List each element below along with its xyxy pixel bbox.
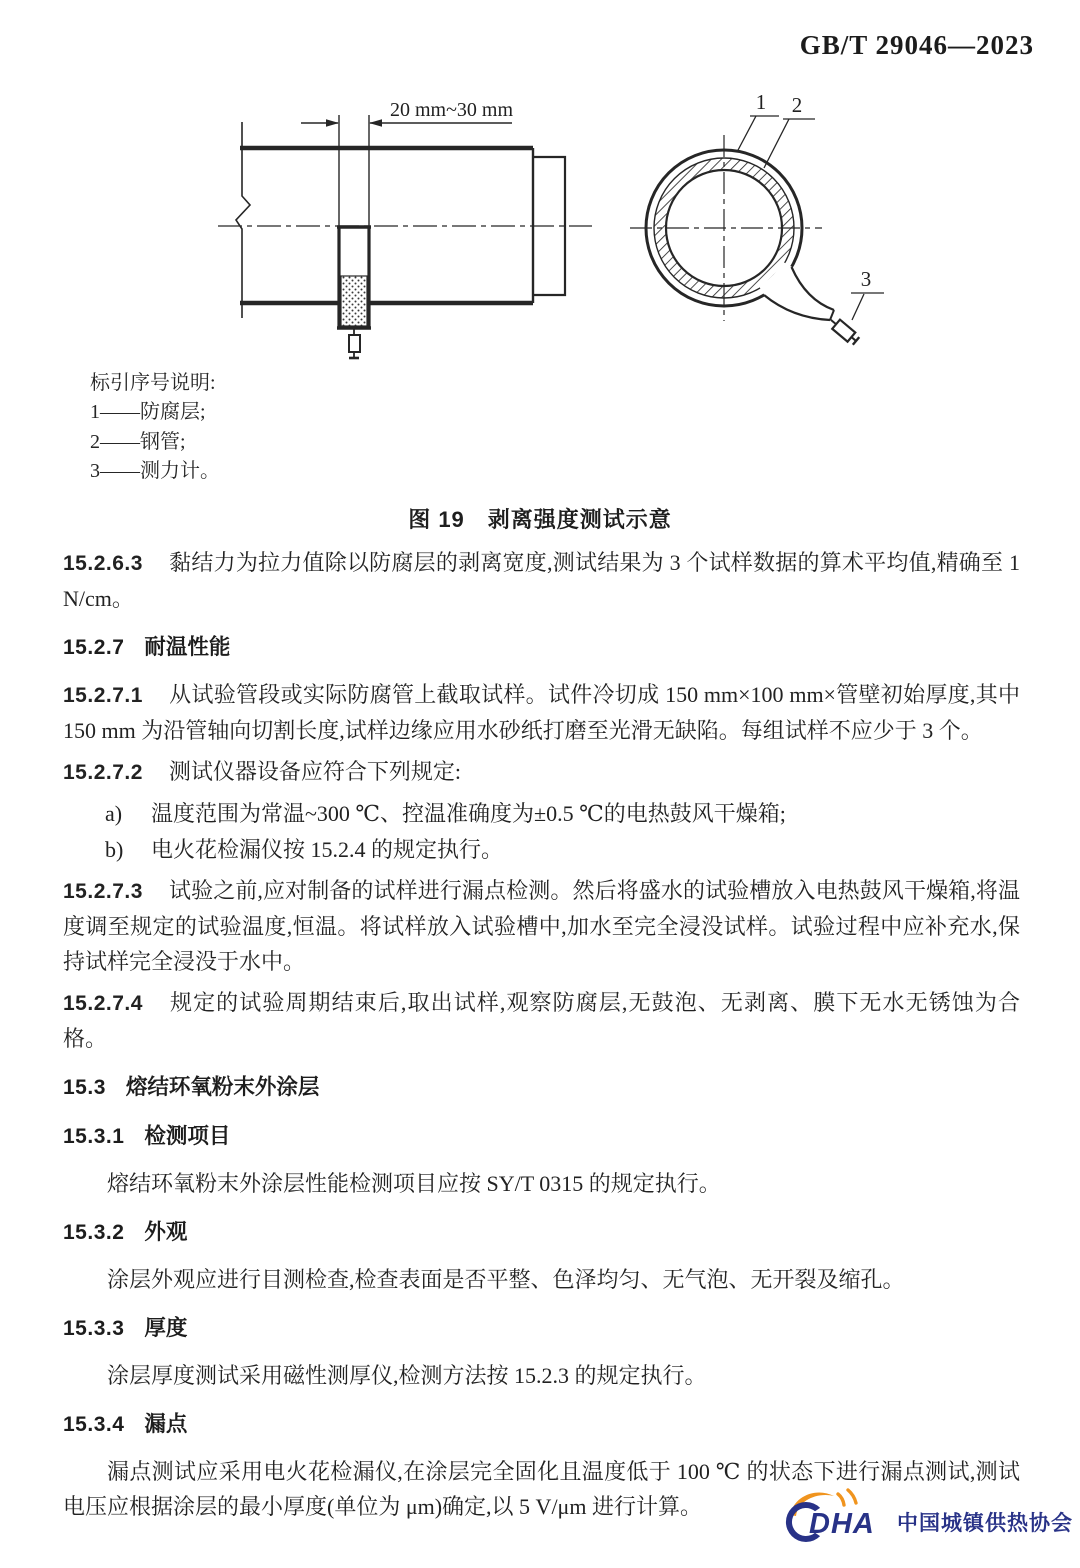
paragraph-text: 涂层厚度测试采用磁性测厚仪,检测方法按 15.2.3 的规定执行。 bbox=[107, 1363, 707, 1388]
section-number: 15.2.7.4 bbox=[63, 992, 143, 1015]
section-paragraph bbox=[63, 754, 1020, 790]
section-paragraph bbox=[63, 677, 1020, 748]
paragraph-text: 从试验管段或实际防腐管上截取试样。试件冷切成 150 mm×100 mm×管壁初始厚度,其中 150 mm 为沿管轴向切割长度,试样边缘应用水砂纸打磨至光滑无缺陷。每组试样不应少于 3 个。 bbox=[63, 682, 1020, 743]
paragraph-text: 规定的试验周期结束后,取出试样,观察防腐层,无鼓泡、无剥离、膜下无水无锈蚀为合格。 bbox=[63, 990, 1020, 1051]
legend-item: 2——钢管; bbox=[90, 430, 186, 453]
paragraph-text: 涂层外观应进行目测检查,检查表面是否平整、色泽均匀、无气泡、无开裂及缩孔。 bbox=[107, 1267, 905, 1292]
list-item-text: 电火花检漏仪按 15.2.4 的规定执行。 bbox=[151, 836, 504, 862]
section-paragraph bbox=[63, 985, 1020, 1056]
section-number: 15.3.2 bbox=[63, 1221, 125, 1244]
section-number: 15.3 bbox=[63, 1076, 106, 1099]
list-item-text: 温度范围为常温~300 ℃、控温准确度为±0.5 ℃的电热鼓风干燥箱; bbox=[151, 801, 786, 826]
pipe-cross-section-view bbox=[630, 116, 884, 346]
section-number: 15.2.6.3 bbox=[63, 552, 143, 575]
pipe-side-view bbox=[218, 115, 592, 358]
section-title: 外观 bbox=[144, 1220, 188, 1244]
figure-caption: 图 19 剥离强度测试示意 bbox=[408, 507, 672, 532]
section-heading bbox=[63, 1311, 1020, 1346]
paragraph-text: 漏点测试应采用电火花检漏仪,在涂层完全固化且温度低于 100 ℃ 的状态下进行漏点测试,测试电压应根据涂层的最小厚度(单位为 μm)确定,以 5 V/μm 进行计算。 bbox=[63, 1459, 1020, 1519]
callout-3-force-gauge: 3 bbox=[860, 267, 872, 291]
paragraph-text: 熔结环氧粉末外涂层性能检测项目应按 SY/T 0315 的规定执行。 bbox=[107, 1171, 721, 1196]
section-heading bbox=[63, 1215, 1020, 1250]
paragraph-text: 测试仪器设备应符合下列规定: bbox=[168, 759, 462, 784]
callout-1-anticorrosion-layer: 1 bbox=[755, 90, 767, 114]
paragraph-text: 试验之前,应对制备的试样进行漏点检测。然后将盛水的试验槽放入电热鼓风干燥箱,将温度调至规定的试验温度,恒温。将试样放入试验槽中,加水至完全浸没试样。试验过程中应补充水,保持试样完全浸没于水中。 bbox=[63, 878, 1020, 974]
section-heading bbox=[63, 630, 1020, 665]
section-title: 检测项目 bbox=[144, 1124, 231, 1148]
section-heading bbox=[63, 1119, 1020, 1154]
section-number: 15.2.7.1 bbox=[63, 684, 143, 707]
legend-title: 标引序号说明: bbox=[90, 372, 216, 394]
section-title: 熔结环氧粉末外涂层 bbox=[125, 1075, 320, 1099]
section-paragraph bbox=[63, 873, 1020, 979]
indented-paragraph bbox=[63, 1262, 1020, 1297]
section-paragraph bbox=[63, 545, 1020, 616]
section-heading bbox=[63, 1407, 1020, 1442]
section-number: 15.3.1 bbox=[63, 1125, 125, 1148]
legend-item: 3——测力计。 bbox=[90, 460, 220, 482]
list-item-marker: a) bbox=[105, 801, 123, 826]
peel-strength-test-diagram bbox=[0, 78, 1080, 368]
section-number: 15.2.7 bbox=[63, 636, 125, 659]
section-title: 厚度 bbox=[144, 1316, 188, 1340]
dimension-label: 20 mm~30 mm bbox=[390, 99, 514, 121]
legend-item: 1——防腐层; bbox=[90, 401, 206, 423]
paragraph-text: 黏结力为拉力值除以防腐层的剥离宽度,测试结果为 3 个试样数据的算术平均值,精确至 1 N/cm。 bbox=[63, 550, 1020, 611]
org-name: 中国城镇供热协会 bbox=[897, 1512, 1073, 1535]
association-logo bbox=[782, 1488, 1073, 1546]
sections bbox=[63, 539, 1020, 1536]
section-number: 15.3.4 bbox=[63, 1413, 125, 1436]
indented-paragraph bbox=[63, 1358, 1020, 1393]
section-number: 15.2.7.2 bbox=[63, 761, 143, 784]
section-title: 漏点 bbox=[144, 1412, 188, 1436]
figure-legend bbox=[90, 368, 220, 487]
section-heading bbox=[63, 1070, 1020, 1105]
figure-legend-items bbox=[90, 398, 220, 487]
callout-2-steel-pipe: 2 bbox=[791, 93, 803, 117]
list-item-marker: b) bbox=[105, 836, 124, 862]
list-item bbox=[63, 832, 1020, 868]
list-item bbox=[63, 796, 1020, 832]
logo-acronym: DHA bbox=[809, 1508, 875, 1540]
cdha-logo-icon bbox=[782, 1488, 887, 1546]
standard-number: GB/T 29046—2023 bbox=[799, 30, 1034, 60]
section-number: 15.3.3 bbox=[63, 1317, 125, 1340]
section-number: 15.2.7.3 bbox=[63, 880, 143, 903]
indented-paragraph bbox=[63, 1166, 1020, 1201]
section-title: 耐温性能 bbox=[144, 635, 231, 659]
